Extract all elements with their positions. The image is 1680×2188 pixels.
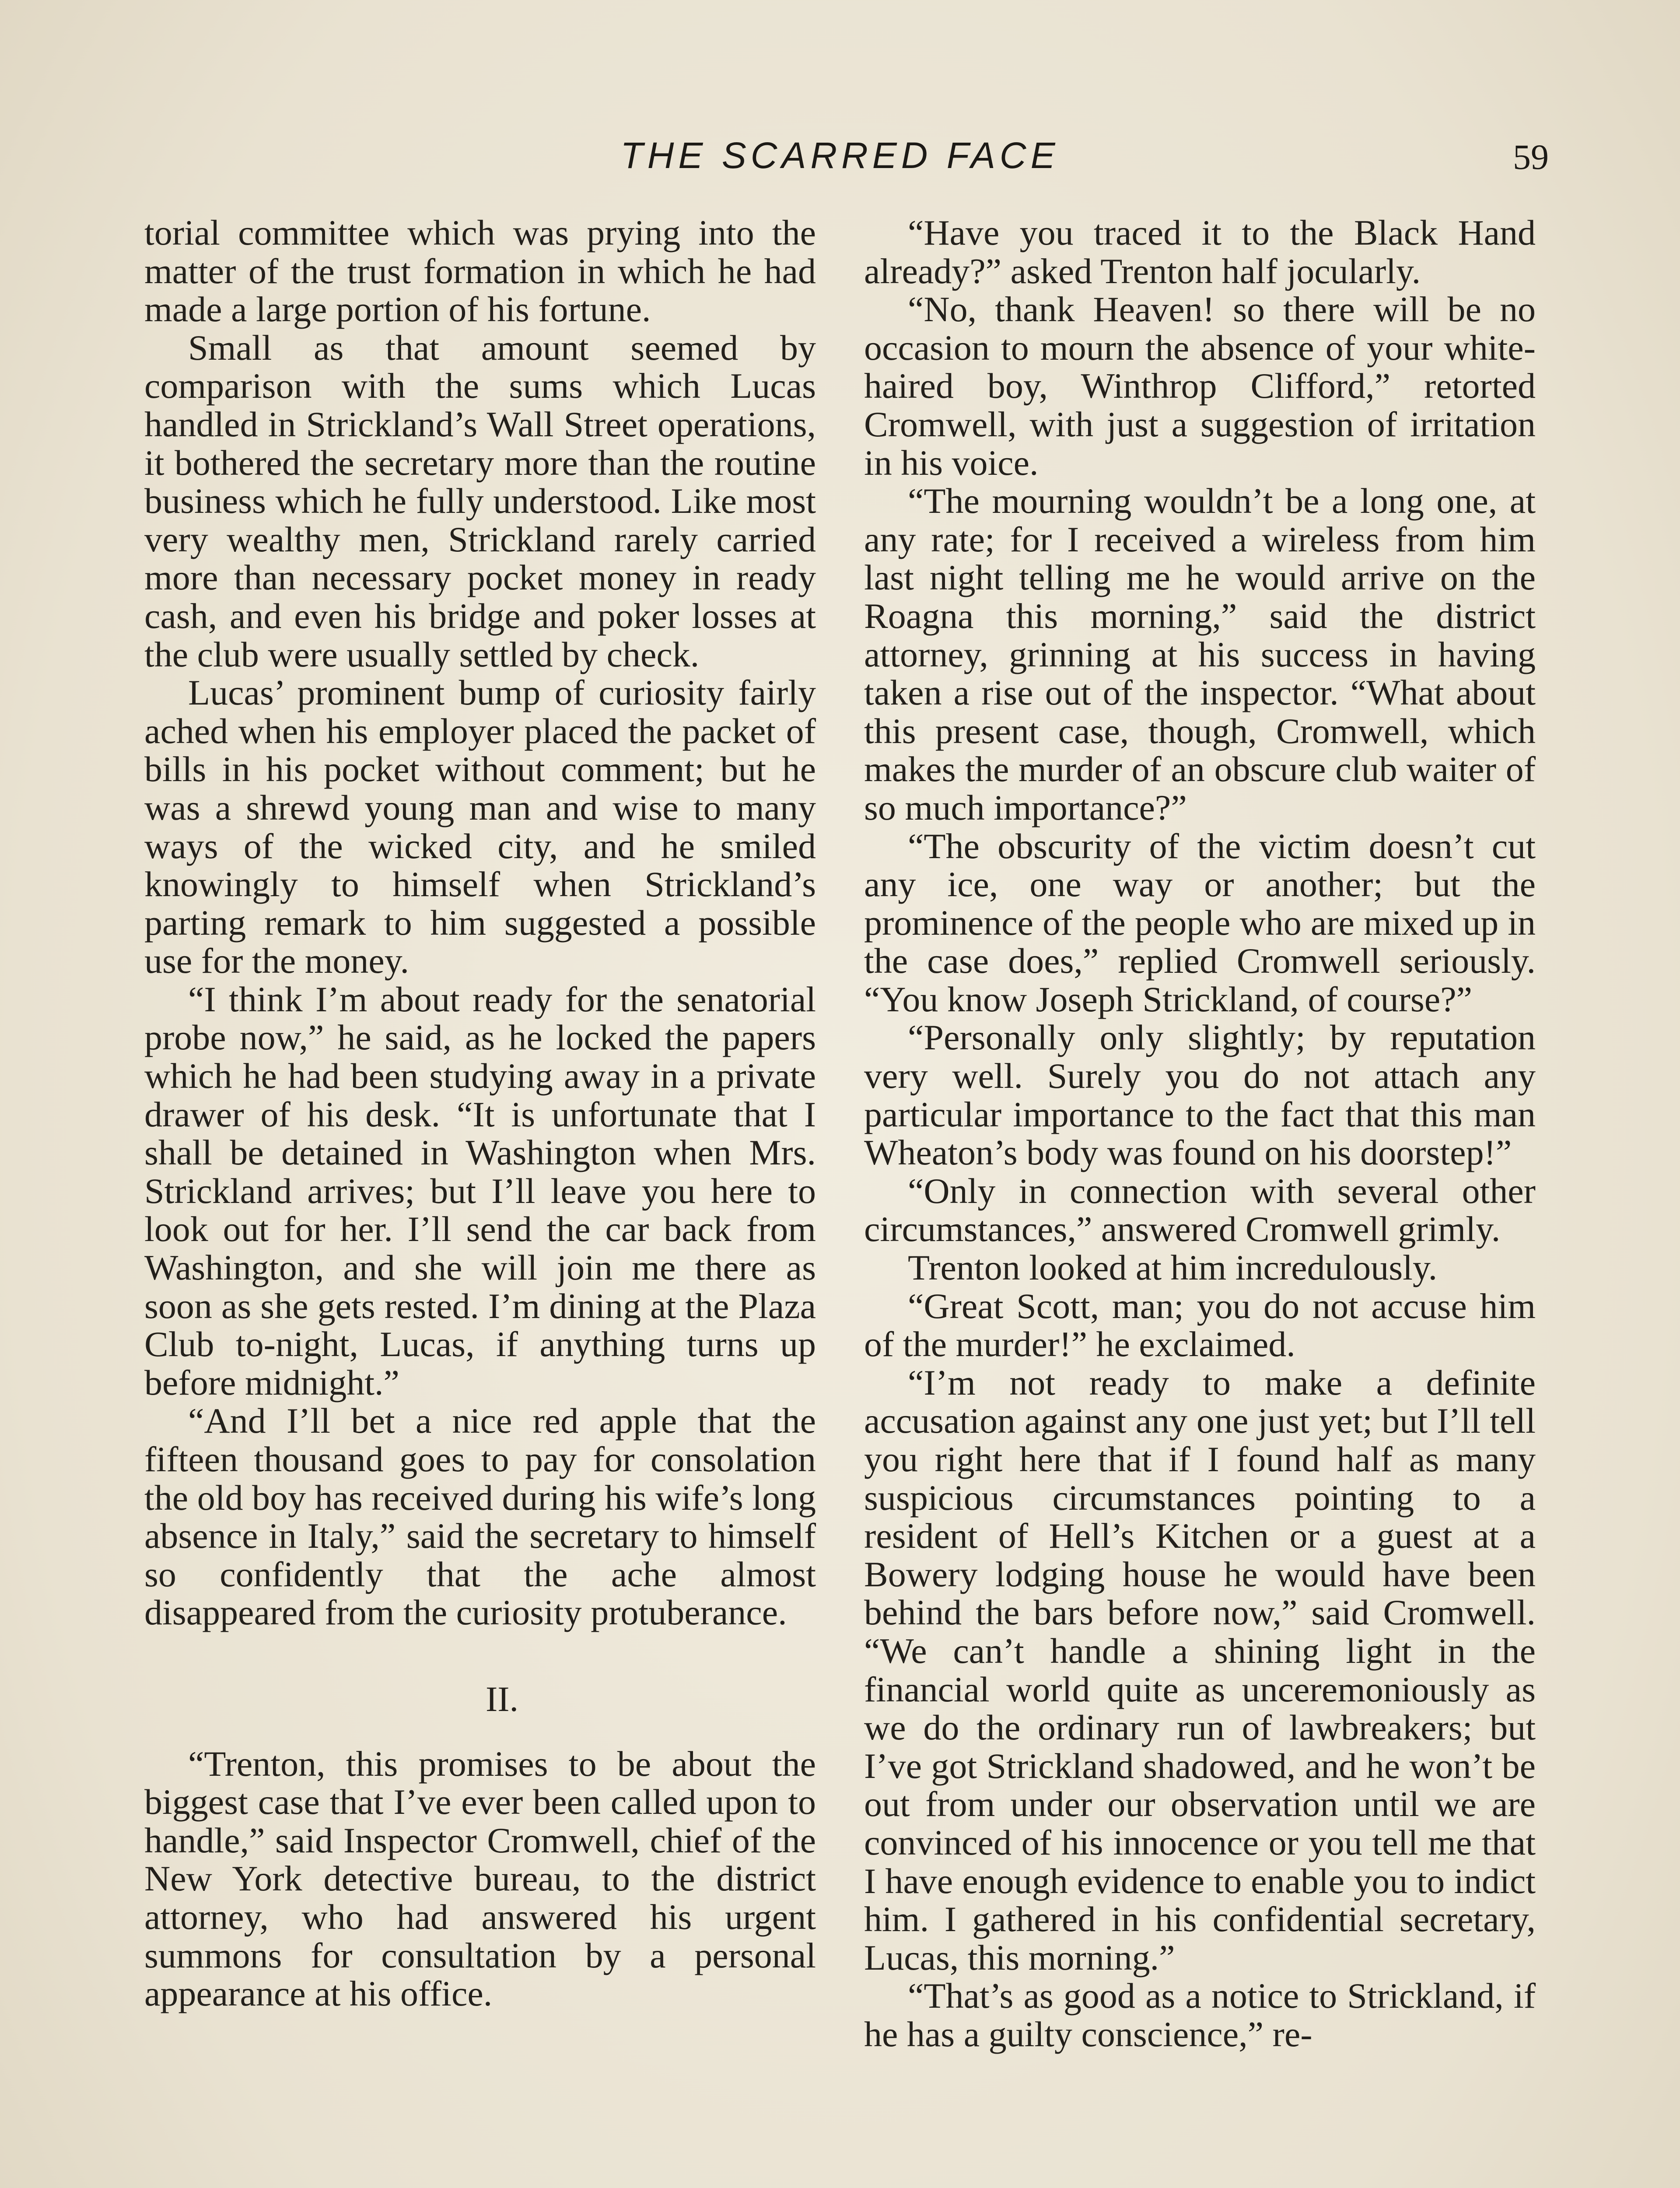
paragraph: “And I’ll bet a nice red apple that the fifteen thousand goes to pay for consolation the old boy has received during his wife’s long absence in Italy,” said the secretary to himself so confidently that the ache almost disappeared from the curiosity protuberance. xyxy=(144,1401,816,1633)
section-heading: II. xyxy=(485,1679,519,1719)
section-break xyxy=(144,1632,816,1680)
paragraph: “I think I’m about ready for the senatorial probe now,” he said, as he locked the papers which he had been studying away in a private drawer of his desk. “It is unfortunate that I shall be detained in Washington when Mrs. Strickland arrives; but I’ll leave you here to look out for her. I’ll send the car back from Washington, and she will join me there as soon as she gets rested. I’m dining at the Plaza Club to-night, Lucas, if anything turns up before midnight.” xyxy=(144,979,816,1403)
paragraph: “That’s as good as a notice to Strickland, if he has a guilty conscience,” re- xyxy=(864,1976,1536,2054)
paragraph: “Great Scott, man; you do not accuse him of the murder!” he exclaimed. xyxy=(864,1286,1536,1364)
paragraph: “Personally only slightly; by reputation very well. Surely you do not attach any particular importance to the fact that this man Wheaton’s body was found on his doorstep!” xyxy=(864,1017,1536,1173)
running-title: THE SCARRED FACE xyxy=(620,135,1060,176)
paragraph: Lucas’ prominent bump of curiosity fairly ached when his employer placed the packet of bills in his pocket without comment; but he was a shrewd young man and wise to many ways of the wicked city, and he smiled knowingly to himself when Strickland’s parting remark to him suggested a possible use for the money. xyxy=(144,673,816,981)
paragraph: torial committee which was prying into the matter of the trust formation in which he had made a large portion of his fortune. xyxy=(144,213,816,330)
right-column xyxy=(864,214,1536,2054)
left-column xyxy=(144,214,816,2013)
paragraph: Small as that amount seemed by comparison with the sums which Lucas handled in Strickland’s Wall Street operations, it bothered the secretary more than the routine business which he fully understood. Like most very wealthy men, Strickland rarely carried more than necessary pocket money in ready cash, and even his bridge and poker losses at the club were usually settled by check. xyxy=(144,327,816,674)
running-header xyxy=(0,131,1680,184)
page-number: 59 xyxy=(1513,137,1549,177)
section-gap xyxy=(144,1718,816,1745)
paragraph: Trenton looked at him incredulously. xyxy=(908,1248,1438,1288)
paragraph: “Trenton, this promises to be about the biggest case that I’ve ever been called upon to handle,” said Inspector Cromwell, chief of the New York detective bureau, to the district attorney, who had answered his urgent summons for consultation by a personal appearance at his office. xyxy=(144,1743,816,2014)
paragraph: “The mourning wouldn’t be a long one, at any rate; for I received a wireless from him last night telling me he would arrive on the Roagna this morning,” said the district attorney, grinning at his success in having taken a rise out of the inspector. “What about this present case, though, Cromwell, which makes the murder of an obscure club waiter of so much importance?” xyxy=(864,481,1536,828)
paragraph: “Only in connection with several other circumstances,” answered Cromwell grimly. xyxy=(864,1171,1536,1249)
paragraph: “The obscurity of the victim doesn’t cut any ice, one way or another; but the prominence of the people who are mixed up in the case does,” replied Cromwell seriously. “You know Joseph Strickland, of course?” xyxy=(864,826,1536,1019)
paragraph: “Have you traced it to the Black Hand already?” asked Trenton half jocularly. xyxy=(864,213,1536,291)
paragraph: “No, thank Heaven! so there will be no occasion to mourn the absence of your white-haired boy, Winthrop Clifford,” retorted Cromwell, with just a suggestion of irritation in his voice. xyxy=(864,289,1536,483)
paragraph: “I’m not ready to make a definite accusation against any one just yet; but I’ll tell you right here that if I found half as many suspicious circumstances pointing to a resident of Hell’s Kitchen or a guest at a Bowery lodging house he would have been behind the bars before now,” said Cromwell. “We can’t handle a shining light in the financial world quite as unceremoniously as we do the ordinary run of lawbreakers; but I’ve got Strickland shadowed, and he won’t be out from under our observation until we are convinced of his innocence or you tell me that I have enough evidence to enable you to indict him. I gathered in his confidential secretary, Lucas, this morning.” xyxy=(864,1362,1536,1978)
